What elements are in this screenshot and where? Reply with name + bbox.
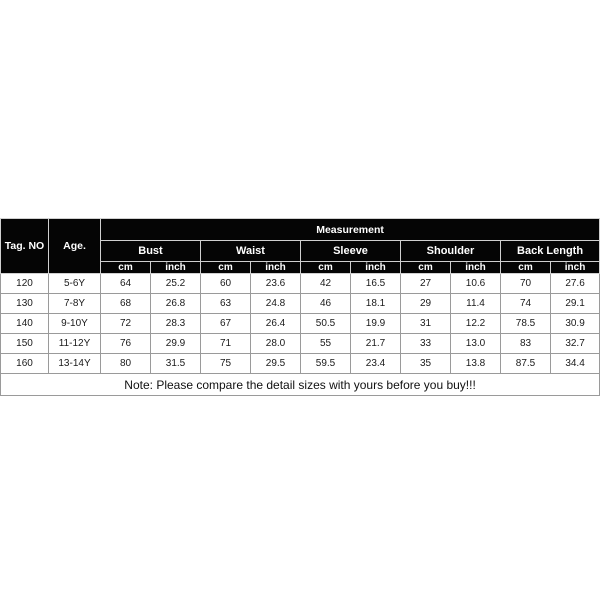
table-cell: 35 [401,354,451,374]
table-cell: 13-14Y [49,354,101,374]
table-row [1,334,600,354]
unit-header: cm [401,262,451,274]
table-cell: 80 [101,354,151,374]
table-cell: 46 [301,294,351,314]
sleeve-header: Sleeve [301,241,401,262]
table-cell: 34.4 [551,354,600,374]
table-cell: 29 [401,294,451,314]
table-cell: 150 [1,334,49,354]
table-cell: 29.1 [551,294,600,314]
table-cell: 29.9 [151,334,201,354]
unit-header: cm [101,262,151,274]
table-cell: 120 [1,274,49,294]
table-cell: 13.0 [451,334,501,354]
table-cell: 42 [301,274,351,294]
table-cell: 27.6 [551,274,600,294]
size-note: Note: Please compare the detail sizes with yours before you buy!!! [1,374,600,396]
table-cell: 75 [201,354,251,374]
table-cell: 9-10Y [49,314,101,334]
table-cell: 160 [1,354,49,374]
waist-header: Waist [201,241,301,262]
table-cell: 26.4 [251,314,301,334]
table-cell: 50.5 [301,314,351,334]
table-cell: 11-12Y [49,334,101,354]
table-cell: 12.2 [451,314,501,334]
table-cell: 10.6 [451,274,501,294]
table-row [1,294,600,314]
table-cell: 55 [301,334,351,354]
table-cell: 130 [1,294,49,314]
table-cell: 31.5 [151,354,201,374]
table-cell: 16.5 [351,274,401,294]
table-cell: 7-8Y [49,294,101,314]
table-cell: 19.9 [351,314,401,334]
table-cell: 71 [201,334,251,354]
table-cell: 24.8 [251,294,301,314]
measurement-header: Measurement [101,219,600,241]
table-cell: 59.5 [301,354,351,374]
table-cell: 21.7 [351,334,401,354]
note-row [1,374,600,396]
back-length-header: Back Length [501,241,600,262]
table-cell: 11.4 [451,294,501,314]
table-cell: 68 [101,294,151,314]
table-cell: 74 [501,294,551,314]
unit-header: cm [201,262,251,274]
table-cell: 25.2 [151,274,201,294]
table-cell: 30.9 [551,314,600,334]
table-cell: 60 [201,274,251,294]
table-cell: 18.1 [351,294,401,314]
table-cell: 13.8 [451,354,501,374]
table-cell: 5-6Y [49,274,101,294]
shoulder-header: Shoulder [401,241,501,262]
table-cell: 64 [101,274,151,294]
size-chart-table [0,218,600,396]
table-cell: 78.5 [501,314,551,334]
table-cell: 26.8 [151,294,201,314]
unit-header: cm [501,262,551,274]
table-cell: 70 [501,274,551,294]
table-cell: 72 [101,314,151,334]
age-header: Age. [49,219,101,274]
table-cell: 32.7 [551,334,600,354]
table-cell: 29.5 [251,354,301,374]
table-row [1,274,600,294]
table-cell: 23.6 [251,274,301,294]
table-cell: 87.5 [501,354,551,374]
table-cell: 76 [101,334,151,354]
table-row [1,314,600,334]
bust-header: Bust [101,241,201,262]
table-cell: 67 [201,314,251,334]
table-cell: 83 [501,334,551,354]
table-cell: 23.4 [351,354,401,374]
unit-header: inch [251,262,301,274]
table-cell: 27 [401,274,451,294]
table-cell: 140 [1,314,49,334]
unit-header: inch [551,262,600,274]
table-cell: 33 [401,334,451,354]
table-cell: 63 [201,294,251,314]
table-cell: 28.0 [251,334,301,354]
table-cell: 31 [401,314,451,334]
table-cell: 28.3 [151,314,201,334]
table-row [1,354,600,374]
unit-header: inch [451,262,501,274]
unit-header: inch [351,262,401,274]
tag-no-header: Tag. NO [1,219,49,274]
unit-header: cm [301,262,351,274]
unit-header: inch [151,262,201,274]
